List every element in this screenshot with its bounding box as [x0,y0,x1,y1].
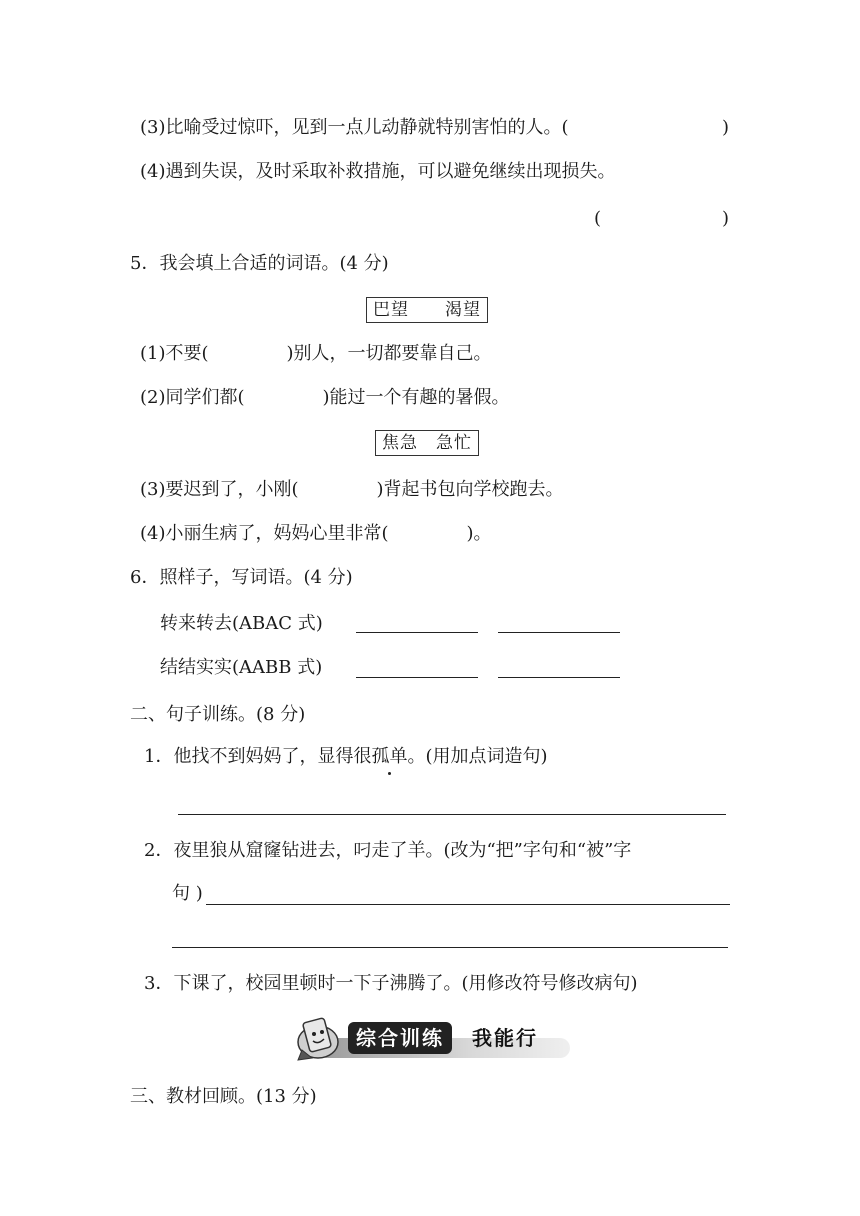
q6-answer-blank-1a[interactable] [356,632,478,633]
q5-word-box-1: 巴望 渴望 [366,297,488,323]
q5-item2-suffix: )能过一个有趣的暑假。 [322,387,510,408]
q4-item4-close: ) [722,208,730,229]
s2-sentence-1-suffix: 。(用加点词造句) [407,746,548,767]
banner-subtitle: 我能行 [472,1026,538,1050]
q5-item4-suffix: )。 [466,523,492,544]
q5-item1 [140,342,492,366]
banner-title: 综合训练 [348,1022,452,1054]
q5-item3-suffix: )背起书包向学校跑去。 [376,479,564,500]
q4-item3-text: (3)比喻受过惊吓，见到一点儿动静就特别害怕的人。( [140,117,569,138]
q4-item3-close: ) [722,117,730,138]
q6-title: 6．照样子，写词语。(4 分) [130,567,353,588]
s2-sentence-2-line2: 句 ) [172,883,203,904]
q5-item2-prefix: (2)同学们都( [140,387,245,408]
s2-answer-line-2b[interactable] [172,947,728,948]
section-banner [288,1012,573,1064]
pencil-mascot-icon [288,1012,350,1064]
q6-example-1: 转来转去(ABAC 式) [160,613,323,634]
q5-item4-prefix: (4)小丽生病了，妈妈心里非常( [140,523,389,544]
q5-word-box-2: 焦急 急忙 [375,430,479,456]
emphasized-word: 孤单 [371,746,408,767]
s2-sentence-1-prefix: 1．他找不到妈妈了，显得很 [144,746,372,767]
q5-item1-suffix: )别人，一切都要靠自己。 [286,343,492,364]
q4-item4-open: ( [594,208,602,229]
q6-example-2: 结结实实(AABB 式) [160,657,323,678]
s2-sentence-2-line1: 2．夜里狼从窟窿钻进去，叼走了羊。(改为“把”字句和“被”字 [144,840,632,861]
q6-answer-blank-1b[interactable] [498,632,620,633]
q4-item3 [140,116,569,140]
q6-answer-blank-2b[interactable] [498,677,620,678]
q5-item2 [140,386,510,410]
q5-title: 5．我会填上合适的词语。(4 分) [130,253,389,274]
s2-answer-line-1[interactable] [178,814,726,815]
s2-answer-line-2a[interactable] [206,904,730,905]
s2-sentence-1 [144,745,548,769]
q6-answer-blank-2a[interactable] [356,677,478,678]
section3-title: 三、教材回顾。(13 分) [130,1086,317,1107]
q5-item3 [140,478,564,502]
q4-item4: (4)遇到失误，及时采取补救措施，可以避免继续出现损失。 [140,161,616,182]
q5-item1-prefix: (1)不要( [140,343,209,364]
section2-title: 二、句子训练。(8 分) [130,704,306,725]
q5-item3-prefix: (3)要迟到了，小刚( [140,479,299,500]
q5-item4 [140,522,492,546]
s2-sentence-3: 3．下课了，校园里顿时一下子沸腾了。(用修改符号修改病句) [144,973,638,994]
